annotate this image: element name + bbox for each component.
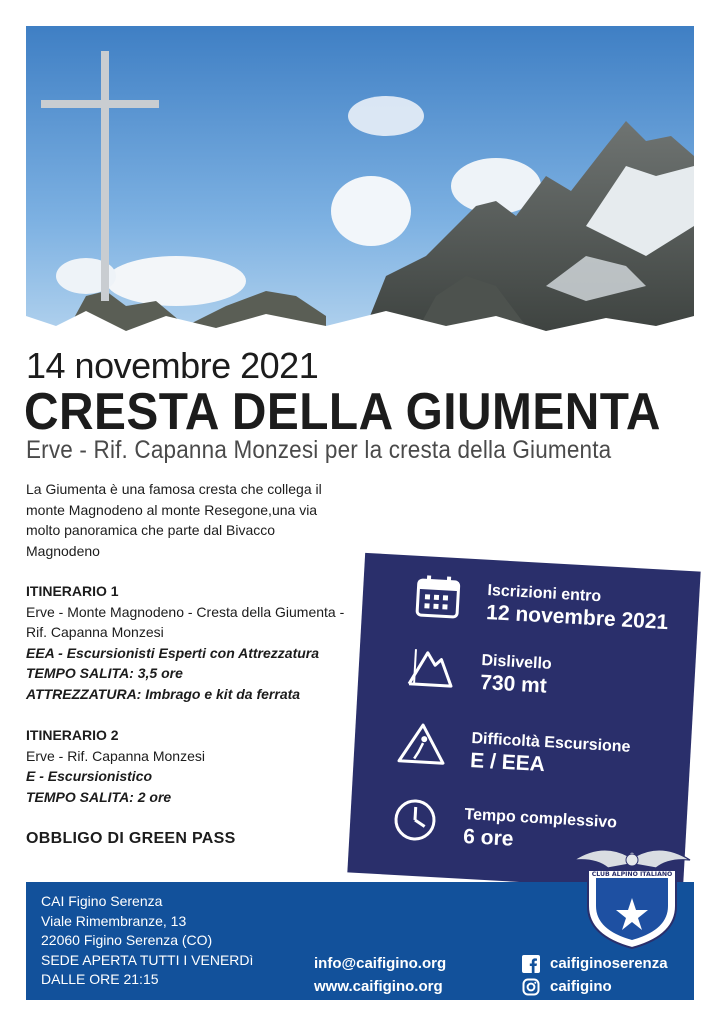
event-title: CRESTA DELLA GIUMENTA	[24, 383, 661, 441]
opening-days: SEDE APERTA TUTTI I VENERDì	[41, 951, 254, 968]
hiker-icon	[396, 721, 448, 768]
dislivello-label: Dislivello	[481, 652, 553, 673]
calendar-icon	[414, 573, 462, 621]
instagram-link[interactable]	[522, 975, 668, 998]
dislivello-value: 730 mt	[479, 670, 548, 698]
cai-logo	[572, 840, 692, 950]
dislivello-info	[480, 652, 553, 699]
itinerary-2-time: TEMPO SALITA: 2 ore	[26, 788, 172, 805]
intro-text: La Giumenta è una famosa cresta che collega il monte Magnodeno al monte Resegone,una via molto panoramica che parte dal Bivacco Magnodeno	[26, 481, 322, 559]
green-pass-notice: OBBLIGO DI GREEN PASS	[26, 830, 236, 847]
email-link[interactable]: info@caifigino.org	[314, 955, 447, 972]
facebook-link[interactable]	[522, 952, 668, 975]
difficolta-info	[470, 730, 631, 782]
event-date: 14 novembre 2021	[26, 345, 319, 386]
iscrizioni-value: 12 novembre 2021	[485, 600, 669, 635]
itinerary-2-heading: ITINERARIO 2	[26, 727, 119, 743]
event-subtitle: Erve - Rif. Capanna Monzesi per la cresta della Giumenta	[26, 436, 612, 464]
facebook-icon	[522, 955, 540, 973]
instagram-handle: caifigino	[550, 978, 612, 995]
clock-icon	[392, 797, 438, 843]
elevation-icon	[406, 644, 456, 691]
facebook-handle: caifiginoserenza	[550, 955, 668, 972]
itinerary-1-level: EEA - Escursionisti Esperti con Attrezzatura	[26, 644, 320, 661]
tempo-label: Tempo complessivo	[464, 806, 618, 832]
difficolta-label: Difficoltà Escursione	[471, 730, 631, 756]
hero-photo	[26, 26, 694, 351]
tempo-value: 6 ore	[462, 824, 515, 851]
itinerary-2	[26, 725, 356, 807]
logo-text: CLUB ALPINO ITALIANO	[591, 871, 673, 878]
address-block	[41, 892, 253, 990]
instagram-icon	[522, 978, 540, 996]
org-name: CAI Figino Serenza	[41, 893, 163, 909]
difficolta-value: E / EEA	[469, 748, 546, 777]
itinerary-1-gear: ATTREZZATURA: Imbrago e kit da ferrata	[26, 685, 301, 702]
social-links	[522, 952, 668, 998]
iscrizioni-label: Iscrizioni entro	[487, 582, 602, 606]
itinerary-1-heading: ITINERARIO 1	[26, 583, 119, 599]
itinerary-1-time: TEMPO SALITA: 3,5 ore	[26, 665, 183, 681]
opening-hours: DALLE ORE 21:15	[41, 971, 159, 987]
itinerary-1	[26, 581, 356, 704]
itinerary-2-route: Erve - Rif. Capanna Monzesi	[26, 747, 205, 764]
city: 22060 Figino Serenza (CO)	[41, 932, 213, 948]
web-contacts	[314, 952, 446, 998]
itinerary-1-route: Erve - Monte Magnodeno - Cresta della Giumenta - Rif. Capanna Monzesi	[26, 603, 345, 640]
website-link[interactable]: www.caifigino.org	[314, 978, 443, 995]
street: Viale Rimembranze, 13	[41, 912, 187, 929]
itinerary-2-level: E - Escursionistico	[26, 768, 153, 784]
